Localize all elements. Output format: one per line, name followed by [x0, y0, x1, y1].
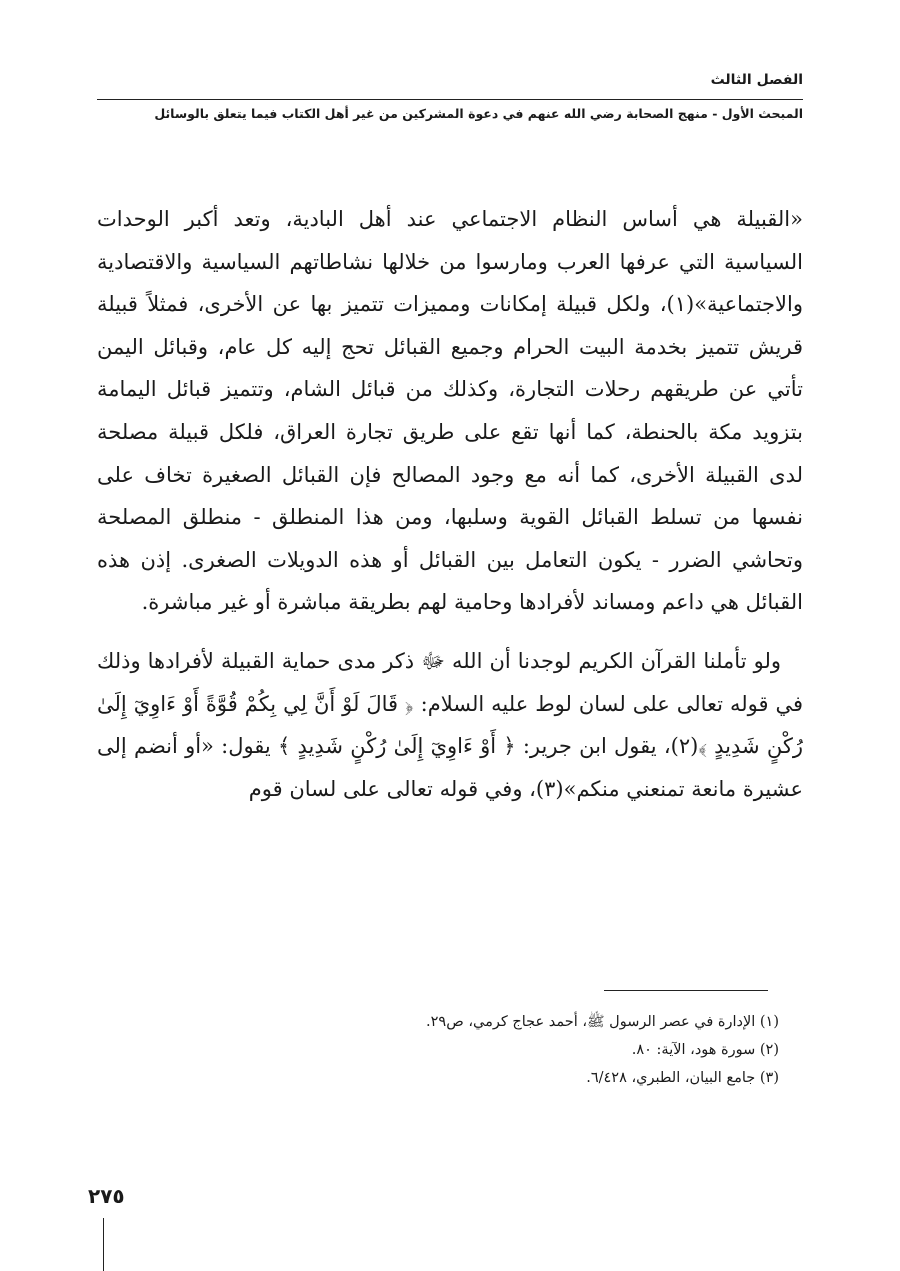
paragraph: ولو تأملنا القرآن الكريم لوجدنا أن الله ﷻ ذكر مدى حماية القبيلة لأفرادها وذلك في قوله تعالى على لسان لوط عليه السلام: ﴿ قَالَ لَوْ أَنَّ لِي بِكُمْ قُوَّةً أَوْ ءَاوِيٓ إِلَىٰ رُكْنٍ شَدِيدٍ ﴾(٢)، يقول ابن جرير: ﴿ أَوْ ءَاوِيٓ إِلَىٰ رُكْنٍ شَدِيدٍ ﴾ يقول: «أو أنضم إلى عشيرة مانعة تمنعني منكم»(٣)، وفي قوله تعالى على لسان قوم [97, 648, 803, 801]
footnote-divider [604, 990, 768, 991]
page-header [97, 70, 803, 121]
paragraph: «القبيلة هي أساس النظام الاجتماعي عند أهل البادية، وتعد أكبر الوحدات السياسية التي عرفها العرب ومارسوا من خلالها نشاطاتهم السياسية والاقتصادية والاجتماعية»(١)، ولكل قبيلة إمكانات ومميزات تتميز بها عن الأخرى، فمثلاً قبيلة قريش تتميز بخدمة البيت الحرام وجميع القبائل تحج إليه كل عام، وقبائل اليمن تأتي عن طريقهم رحلات التجارة، وكذلك من قبائل الشام، وتتميز قبائل اليمامة بتزويد مكة بالحنطة، كما أنها تقع على طريق تجارة العراق، فلكل قبيلة مصلحة لدى القبيلة الأخرى، كما أنه مع وجود المصالح فإن القبائل الصغيرة تخاف على نفسها من تسلط القبائل القوية وسلبها، ومن هذا المنطلق - منطلق المصلحة وتحاشي الضرر - يكون التعامل بين القبائل أو هذه الدويلات الصغرى. إذن هذه القبائل هي داعم ومساند لأفرادها وحامية لهم بطريقة مباشرة أو غير مباشرة. [97, 207, 803, 615]
footnote: (١) الإدارة في عصر الرسول ﷺ، أحمد عجاج كرمي، ص٢٩. [426, 1014, 779, 1030]
header-divider [97, 99, 803, 100]
margin-rule [103, 1218, 104, 1271]
footnote: (٢) سورة هود، الآية: ٨٠. [631, 1042, 779, 1058]
main-text [97, 198, 803, 810]
footnote: (٣) جامع البيان، الطبري، ٦/٤٢٨. [586, 1070, 779, 1086]
section-title: المبحث الأول - منهج الصحابة رضي الله عنهم في دعوة المشركين من غير أهل الكتاب فيما يتعلق بالوسائل [154, 106, 803, 121]
footnotes [97, 1008, 803, 1092]
page-number: ٢٧٥ [88, 1184, 125, 1208]
chapter-title: الفصل الثالث [710, 72, 803, 88]
